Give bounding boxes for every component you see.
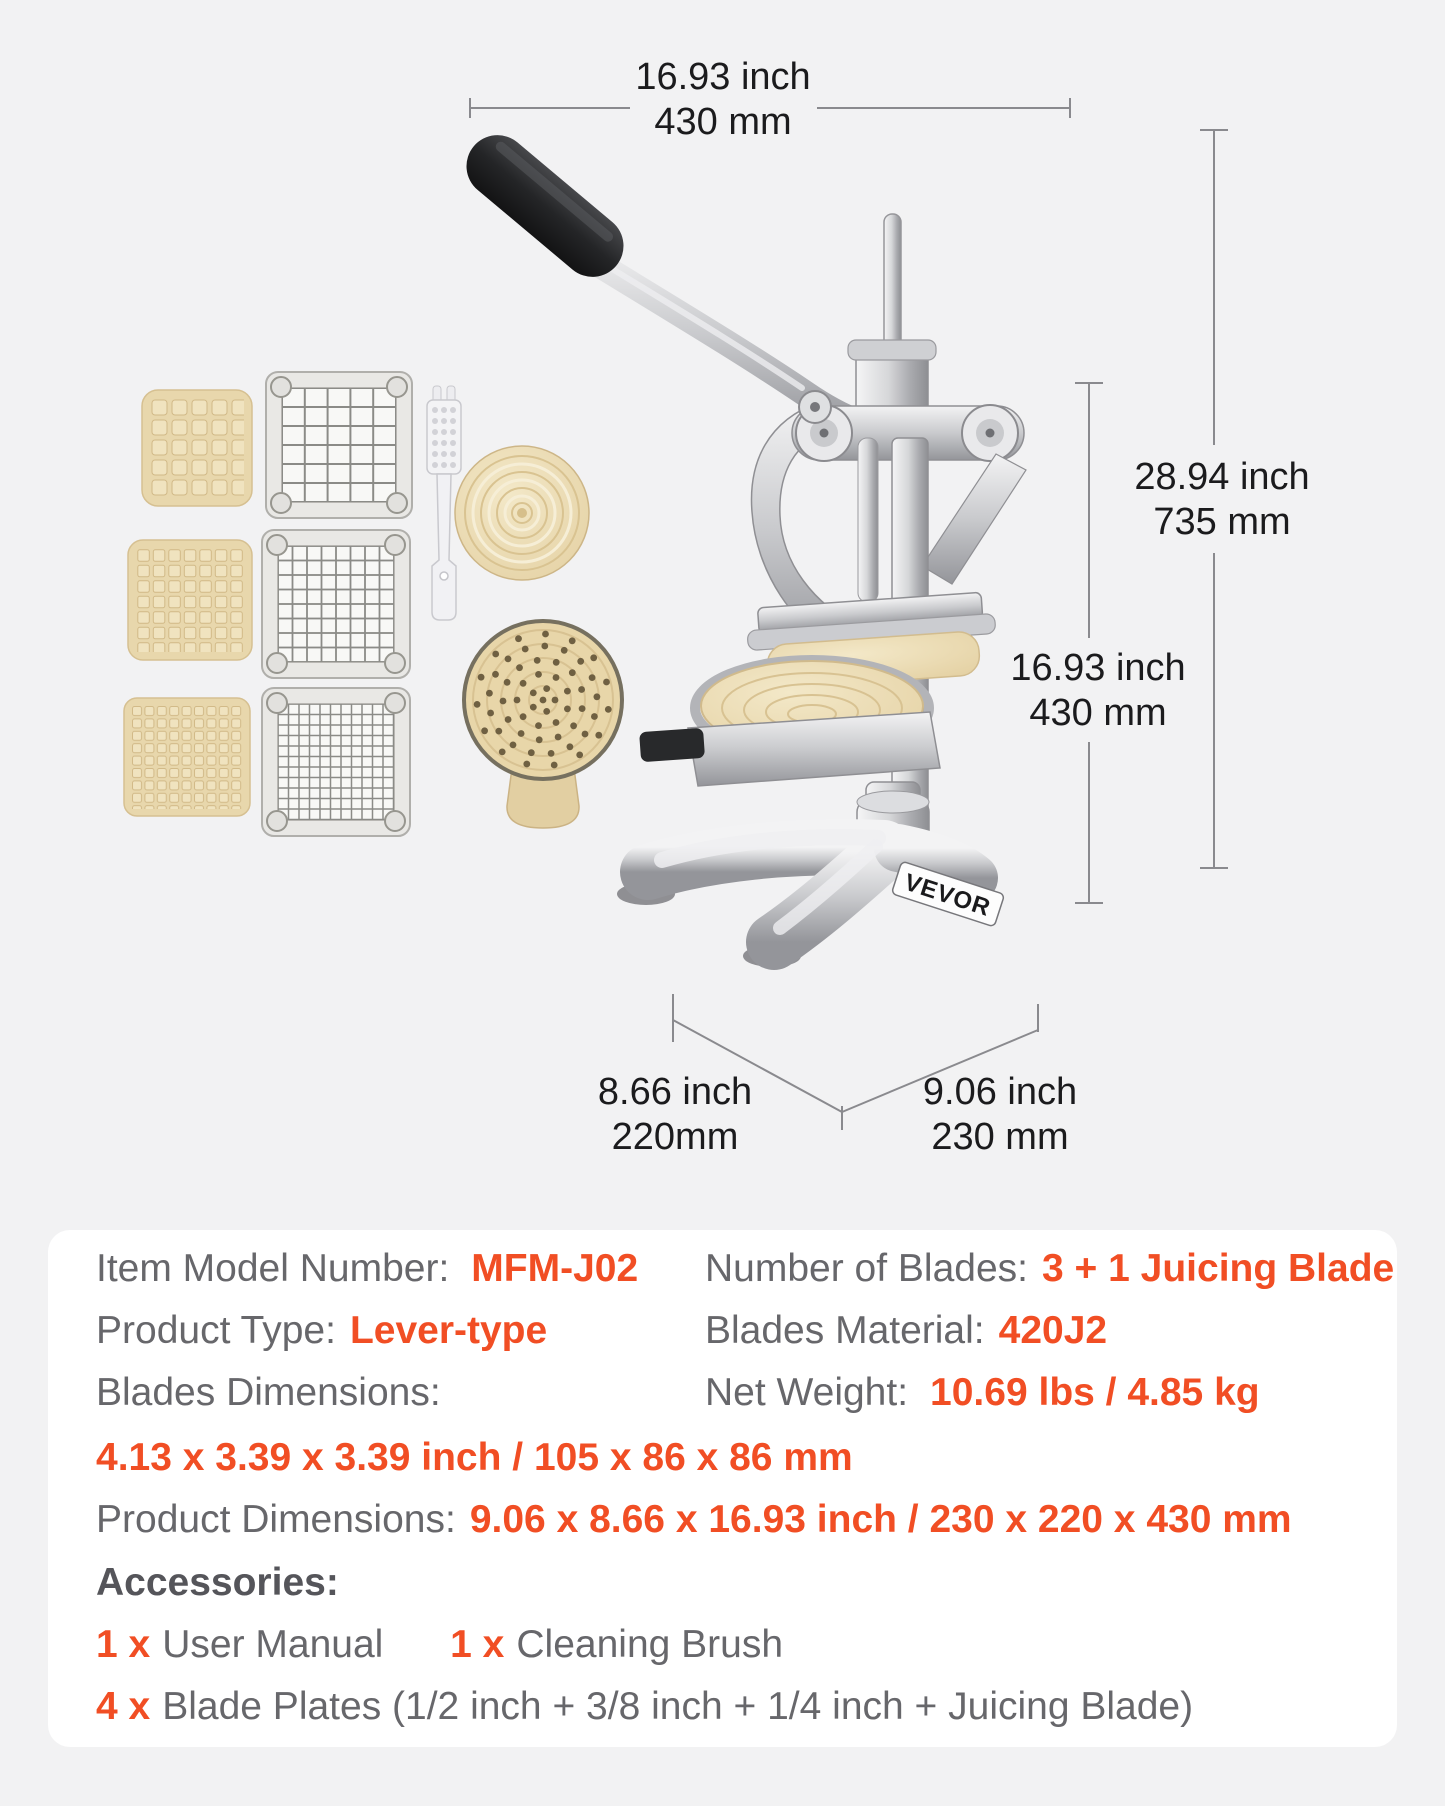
spec-panel: [48, 1230, 1397, 1747]
spec-accessories-title: [96, 1552, 339, 1614]
accessory-user-manual: [96, 1623, 394, 1666]
accessory-cleaning-brush: [450, 1623, 783, 1666]
dimension-inch: 28.94 inch: [1134, 456, 1310, 498]
dimension-label-base-width: [923, 1070, 1077, 1160]
dimension-mm: 430 mm: [1029, 692, 1167, 734]
dimension-inch: 16.93 inch: [635, 56, 811, 98]
spec-product-dimensions: [96, 1489, 1292, 1551]
dimension-mm: 220mm: [611, 1116, 739, 1158]
dimension-label-top-width: [635, 55, 810, 145]
spec-accessories-line-2: [96, 1676, 1193, 1738]
accessory-name: Blade Plates (1/2 inch + 3/8 inch + 1/4 inch + Juicing Blade): [162, 1685, 1194, 1728]
spec-number-of-blades: [705, 1238, 1394, 1300]
spec-blades-dimensions-label: [96, 1362, 441, 1424]
spec-label: Product Dimensions:: [96, 1498, 456, 1541]
blade-plate-quarter-inch-icon: [262, 688, 410, 836]
accessory-name: User Manual: [162, 1623, 384, 1666]
accessory-qty: 1 x: [96, 1623, 151, 1666]
spec-label: Blades Dimensions:: [96, 1371, 441, 1414]
spec-value: 9.06 x 8.66 x 16.93 inch / 230 x 220 x 430 mm: [469, 1498, 1292, 1541]
dimension-mm: 230 mm: [931, 1116, 1069, 1158]
pusher-block-quarter-inch-icon: [124, 698, 250, 816]
spec-blades-material: [705, 1300, 1107, 1362]
pusher-block-half-inch-icon: [142, 390, 252, 506]
dimension-inch: 9.06 inch: [922, 1071, 1078, 1113]
brand-logo-text: VEVOR: [901, 868, 995, 923]
section-title: Accessories:: [96, 1561, 339, 1604]
dimension-mm: 735 mm: [1153, 501, 1291, 543]
blade-plate-three-eighth-inch-icon: [262, 530, 410, 678]
dimension-label-column-height: [1010, 646, 1185, 736]
accessory-qty: 4 x: [96, 1685, 151, 1728]
spec-blades-dimensions-value: [96, 1427, 853, 1489]
dimension-label-base-depth: [598, 1070, 752, 1160]
juicing-press-disc-icon: [455, 446, 589, 580]
spec-product-type: [96, 1300, 547, 1362]
accessory-name: Cleaning Brush: [516, 1623, 784, 1666]
spec-label: Blades Material:: [705, 1309, 985, 1352]
spec-value: 420J2: [998, 1309, 1108, 1352]
spec-item-model-number: [96, 1238, 638, 1300]
spec-label: Product Type:: [96, 1309, 336, 1352]
machine-base: [617, 791, 1005, 967]
dimension-label-total-height: [1134, 455, 1309, 545]
spec-value: Lever-type: [349, 1309, 548, 1352]
machine-handle-grip: [454, 122, 636, 289]
blade-plate-half-inch-icon: [266, 372, 412, 518]
machine-press-rod: [858, 438, 878, 602]
dimension-inch: 8.66 inch: [597, 1071, 753, 1113]
accessory-qty: 1 x: [450, 1623, 505, 1666]
spec-label: Number of Blades:: [705, 1247, 1028, 1290]
accessory-blade-plates: [96, 1685, 1193, 1728]
juicing-strainer-basket-icon: [464, 621, 622, 828]
spec-label: Item Model Number:: [96, 1247, 450, 1290]
spec-value: 10.69 lbs / 4.85 kg: [930, 1371, 1260, 1414]
spec-value: MFM-J02: [471, 1247, 639, 1290]
dimension-inch: 16.93 inch: [1010, 647, 1186, 689]
spec-label: Net Weight:: [705, 1371, 909, 1414]
spec-value: 3 + 1 Juicing Blade: [1042, 1247, 1395, 1290]
dimension-mm: 430 mm: [654, 101, 792, 143]
spec-net-weight: [705, 1362, 1260, 1424]
spec-value: 4.13 x 3.39 x 3.39 inch / 105 x 86 x 86 mm: [96, 1436, 853, 1479]
machine-knob: [639, 728, 705, 762]
spec-accessories-line-1: [96, 1614, 783, 1676]
pusher-block-three-eighth-inch-icon: [128, 540, 252, 660]
